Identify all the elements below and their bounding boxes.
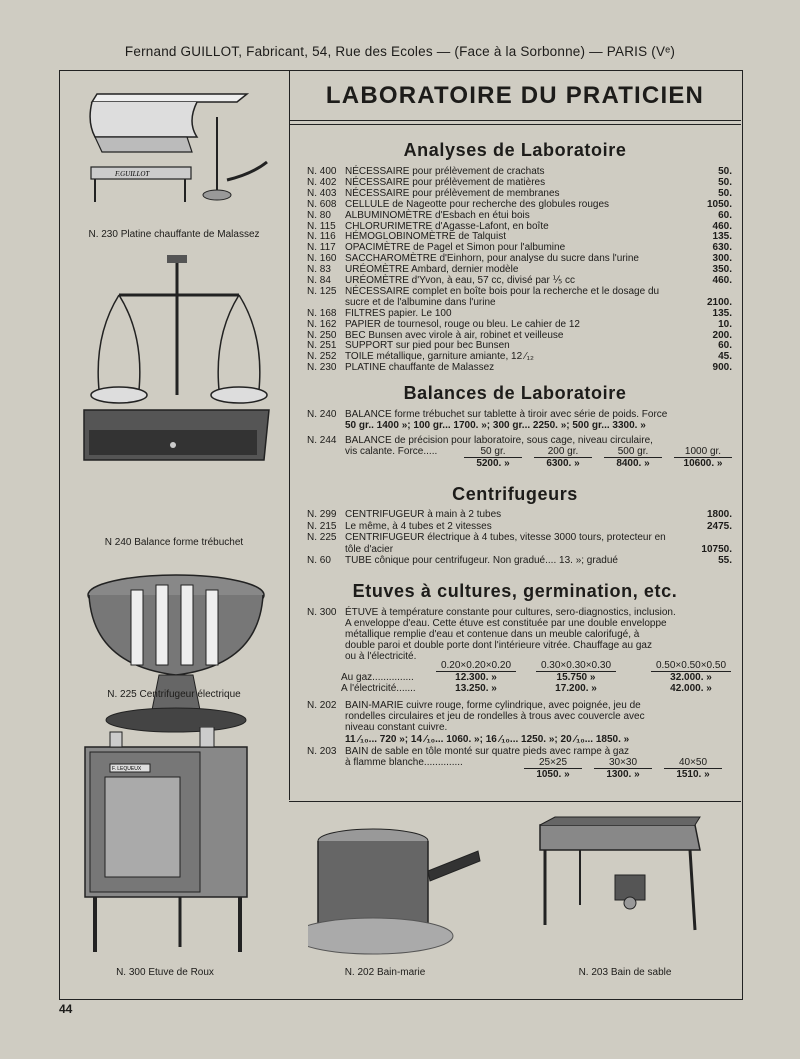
item-price: 1050. — [706, 198, 732, 210]
item-code: N. 160 — [307, 253, 337, 265]
bain-sable-203-table — [524, 757, 734, 781]
table-value: 13.250. » — [455, 683, 497, 694]
catalog-item — [307, 297, 737, 308]
caption-230: N. 230 Platine chauffante de Malassez — [88, 229, 260, 240]
item-code: N. 300 — [307, 607, 337, 618]
item-desc: URÉOMÈTRE d'Yvon, à eau, 57 cc, divisé par ⅕ cc — [345, 275, 576, 286]
item-code: N. 251 — [307, 340, 337, 352]
bm-line-2: niveau constant cuivre. — [345, 722, 448, 733]
item-code: N. 225 — [307, 532, 337, 543]
item-price: 10. — [718, 318, 732, 330]
item-desc: tôle d'acier — [345, 543, 394, 555]
item-desc: BEC Bunsen avec virole à air, robinet et veilleuse — [345, 329, 564, 341]
table-header: 1000 gr. — [674, 446, 732, 458]
item-price: 300. — [712, 253, 732, 265]
table-value: 17.200. » — [555, 683, 597, 694]
table-value: 1300. » — [606, 769, 640, 780]
table-value: 32.000. » — [670, 672, 712, 683]
item-code: N. 83 — [307, 264, 331, 276]
item-price: 135. — [712, 231, 732, 243]
item-code: N. 162 — [307, 318, 337, 330]
item-code: N. 400 — [307, 166, 337, 177]
bm-line-0: BAIN-MARIE cuivre rouge, forme cylindrique, avec poignée, jeu de — [345, 700, 641, 711]
item-price: 460. — [712, 275, 732, 286]
catalog-item — [307, 286, 737, 297]
item-code: N. 252 — [307, 351, 337, 363]
catalog-item — [307, 362, 737, 373]
catalog-item — [307, 264, 737, 275]
item-desc: SUPPORT sur pied pour bec Bunsen — [345, 340, 510, 352]
catalog-item — [307, 509, 737, 520]
table-header: 0.50×0.50×0.50 — [651, 660, 731, 672]
bain-marie-202 — [307, 700, 732, 746]
table-header: 25×25 — [524, 757, 582, 769]
section-title-balances: Balances de Laboratoire — [403, 383, 627, 403]
item-price: 10750. — [701, 543, 732, 555]
engraved-label-etuve: F. LEQUEUX — [112, 766, 142, 772]
table-header: 30×30 — [594, 757, 652, 769]
item-price: 1800. — [706, 509, 732, 520]
table-value: 1510. » — [676, 769, 710, 780]
item-desc: BALANCE forme trébuchet sur tablette à tiroir avec série de poids. Force — [345, 409, 668, 420]
catalog-item — [307, 330, 737, 341]
item-code: N. 608 — [307, 198, 337, 210]
table-value: 8400. » — [616, 458, 650, 469]
catalog-item — [307, 177, 737, 188]
bm-line-1: rondelles circulaires et jeu de rondelles à trous avec couvercle avec — [345, 711, 645, 722]
table-header: 50 gr. — [464, 446, 522, 458]
item-code: N. 80 — [307, 209, 331, 221]
item-desc: TUBE cônique pour centrifugeur. Non gradué.... 13. »; gradué — [345, 555, 618, 566]
item-price: 60. — [718, 209, 732, 221]
item-desc: NÉCESSAIRE complet en boîte bois pour la recherche et le dosage du — [345, 285, 660, 297]
catalog-item — [307, 319, 737, 330]
centrifugeur-illustration — [81, 555, 271, 740]
item-desc: NÉCESSAIRE pour prélèvement de crachats — [345, 166, 545, 177]
catalog-item — [307, 242, 737, 253]
item-desc: PAPIER de tournesol, rouge ou bleu. Le cahier de 12 — [345, 318, 580, 330]
catalog-item — [307, 210, 737, 221]
balance-244-table — [464, 446, 734, 470]
item-code: N. 203 — [307, 746, 337, 757]
table-value: 12.300. » — [455, 672, 497, 683]
item-price: 50. — [718, 176, 732, 188]
table-value: 5200. » — [476, 458, 510, 469]
title-box — [289, 70, 741, 121]
etuve-300 — [307, 607, 732, 663]
bain-marie-illustration — [308, 826, 483, 966]
table-header: 0.20×0.20×0.20 — [436, 660, 516, 672]
row-label: A l'électricité....... — [341, 683, 416, 694]
item-desc: CHLORURIMETRE d'Agasse-Lafont, en boîte — [345, 220, 549, 232]
balance-240 — [307, 409, 732, 433]
catalog-item — [307, 199, 737, 210]
table-header: 200 gr. — [534, 446, 592, 458]
item-desc: CENTRIFUGEUR électrique à 4 tubes, vitesse 3000 tours, protecteur en — [345, 532, 666, 543]
caption-203: N. 203 Bain de sable — [578, 967, 672, 978]
item-code: N. 202 — [307, 700, 337, 711]
caption-300: N. 300 Etuve de Roux — [116, 967, 214, 978]
item-code: N. 168 — [307, 307, 337, 319]
item-price: 55. — [718, 555, 732, 566]
item-price: 460. — [712, 220, 732, 232]
item-price: 135. — [712, 307, 732, 319]
etuve-line-1: A enveloppe d'eau. Cette étuve est constituée par une double enveloppe — [345, 618, 667, 629]
bain-sable-illustration — [535, 815, 705, 955]
catalog-item — [307, 275, 737, 286]
platine-illustration — [87, 92, 272, 212]
item-desc: CELLULE de Nageotte pour recherche des globules rouges — [345, 198, 610, 210]
item-price: 200. — [712, 329, 732, 341]
item-price: 50. — [718, 166, 732, 177]
item-code: N. 84 — [307, 275, 331, 286]
catalog-item — [307, 555, 737, 566]
etuve-line-0: ÉTUVE à température constante pour cultures, sero-diagnostics, inclusion. — [345, 607, 676, 618]
item-code: N. 215 — [307, 520, 337, 532]
item-price: 2475. — [706, 520, 732, 532]
caption-225: N. 225 Centrifugeur électrique — [107, 689, 241, 700]
catalog-item — [307, 166, 737, 177]
balance-illustration — [79, 255, 274, 530]
item-desc: BALANCE de précision pour laboratoire, sous cage, niveau circulaire, — [345, 435, 653, 446]
item-price: 900. — [712, 362, 732, 374]
table-value: 1050. » — [536, 769, 570, 780]
item-code: N. 116 — [307, 231, 336, 243]
catalog-item — [307, 221, 737, 232]
item-price: 50. — [718, 187, 732, 199]
catalog-panel — [289, 70, 741, 800]
item-desc: sucre et de l'albumine dans l'urine — [345, 296, 496, 308]
item-code: N. 403 — [307, 187, 337, 199]
item-desc: URÉOMÈTRE Ambard, dernier modèle — [345, 264, 519, 276]
item-desc-line2: 50 gr.. 1400 »; 100 gr... 1700. »; 300 gr... 2250. »; 500 gr... 3300. » — [345, 420, 646, 431]
item-desc: NÉCESSAIRE pour prélèvement de membranes — [345, 187, 560, 199]
item-desc: ALBUMINOMÈTRE d'Esbach en étui bois — [345, 209, 530, 221]
page-title: LABORATOIRE DU PRATICIEN — [325, 82, 705, 109]
catalog-item — [307, 188, 737, 199]
catalog-item — [307, 231, 737, 242]
item-price: 2100. — [706, 296, 732, 308]
item-desc-line2: vis calante. Force..... — [345, 446, 438, 457]
row-label: Au gaz............... — [341, 672, 414, 683]
item-code: N. 402 — [307, 176, 337, 188]
etuve-300-table — [341, 660, 736, 696]
table-header: 0.30×0.30×0.30 — [536, 660, 616, 672]
item-desc: SACCHAROMÈTRE d'Einhorn, pour analyse du sucre dans l'urine — [345, 253, 639, 265]
catalog-item — [307, 253, 737, 264]
table-value: 15.750 » — [556, 672, 596, 683]
table-value: 6300. » — [546, 458, 580, 469]
item-desc: FILTRES papier. Le 100 — [345, 307, 452, 319]
item-code: N. 250 — [307, 329, 337, 341]
etuve-line-2: métallique remplie d'eau et contenue dans un meuble calorifugé, à — [345, 629, 640, 640]
item-desc: OPACIMÈTRE de Pagel et Simon pour l'albumine — [345, 242, 566, 254]
item-code: N. 299 — [307, 509, 337, 520]
table-header: 500 gr. — [604, 446, 662, 458]
caption-240: N 240 Balance forme trébuchet — [104, 537, 244, 548]
caption-202: N. 202 Bain-marie — [344, 967, 426, 978]
item-code: N. 125 — [307, 285, 337, 297]
bs-line-0: BAIN de sable en tôle monté sur quatre pieds avec rampe à gaz — [345, 746, 630, 757]
table-header: 40×50 — [664, 757, 722, 769]
etuve-line-3: double paroi et double porte dont l'intérieure vitrée. Chauffage au gaz — [345, 640, 652, 651]
table-value: 10600. » — [683, 458, 723, 469]
item-code: N. 244 — [307, 435, 337, 446]
item-code: N. 240 — [307, 409, 337, 420]
section-title-etuves: Etuves à cultures, germination, etc. — [352, 581, 678, 601]
item-code: N. 230 — [307, 362, 337, 374]
page-header: Fernand GUILLOT, Fabricant, 54, Rue des Ecoles — (Face à la Sorbonne) — PARIS (Vᵉ) — [124, 44, 676, 59]
page-number: 44 — [59, 1002, 73, 1016]
catalog-item — [307, 308, 737, 319]
item-code: N. 60 — [307, 555, 331, 566]
item-code: N. 115 — [307, 220, 336, 232]
etuve-illustration — [80, 727, 260, 962]
section-title-analyses: Analyses de Laboratoire — [403, 140, 627, 160]
item-price: 60. — [718, 340, 732, 352]
item-price: 630. — [712, 242, 732, 254]
item-price: 350. — [712, 264, 732, 276]
table-value: 42.000. » — [670, 683, 712, 694]
engraved-label-platine: F.GUILLOT — [115, 170, 150, 178]
left-column — [59, 70, 289, 800]
bs-line-1: à flamme blanche.............. — [345, 757, 463, 768]
catalog-item — [307, 521, 737, 532]
item-desc: CENTRIFUGEUR à main à 2 tubes — [345, 509, 502, 520]
item-desc: HÉMOGLOBINOMÈTRE de Talquist — [345, 231, 506, 243]
item-code: N. 117 — [307, 242, 336, 254]
item-desc: TOILE métallique, garniture amiante, 12 ⁄₁₂ — [345, 351, 534, 363]
bm-prices: 11 ⁄₁₀... 720 »; 14 ⁄₁₀... 1060. »; 16 ⁄₁₀... 1250. »; 20 ⁄₁₀... 1850. » — [345, 734, 630, 745]
catalog-item — [307, 532, 737, 543]
item-price: 45. — [718, 351, 732, 363]
etuve-line-4: ou à l'électricité. — [345, 651, 417, 662]
section-title-centrifugeurs: Centrifugeurs — [452, 484, 578, 504]
item-desc: PLATINE chauffante de Malassez — [345, 362, 495, 374]
item-desc: NÉCESSAIRE pour prélèvement de matières — [345, 176, 546, 188]
item-desc: Le même, à 4 tubes et 2 vitesses — [345, 520, 492, 532]
catalog-item — [307, 340, 737, 351]
catalog-item — [307, 351, 737, 362]
catalog-item — [307, 544, 737, 555]
